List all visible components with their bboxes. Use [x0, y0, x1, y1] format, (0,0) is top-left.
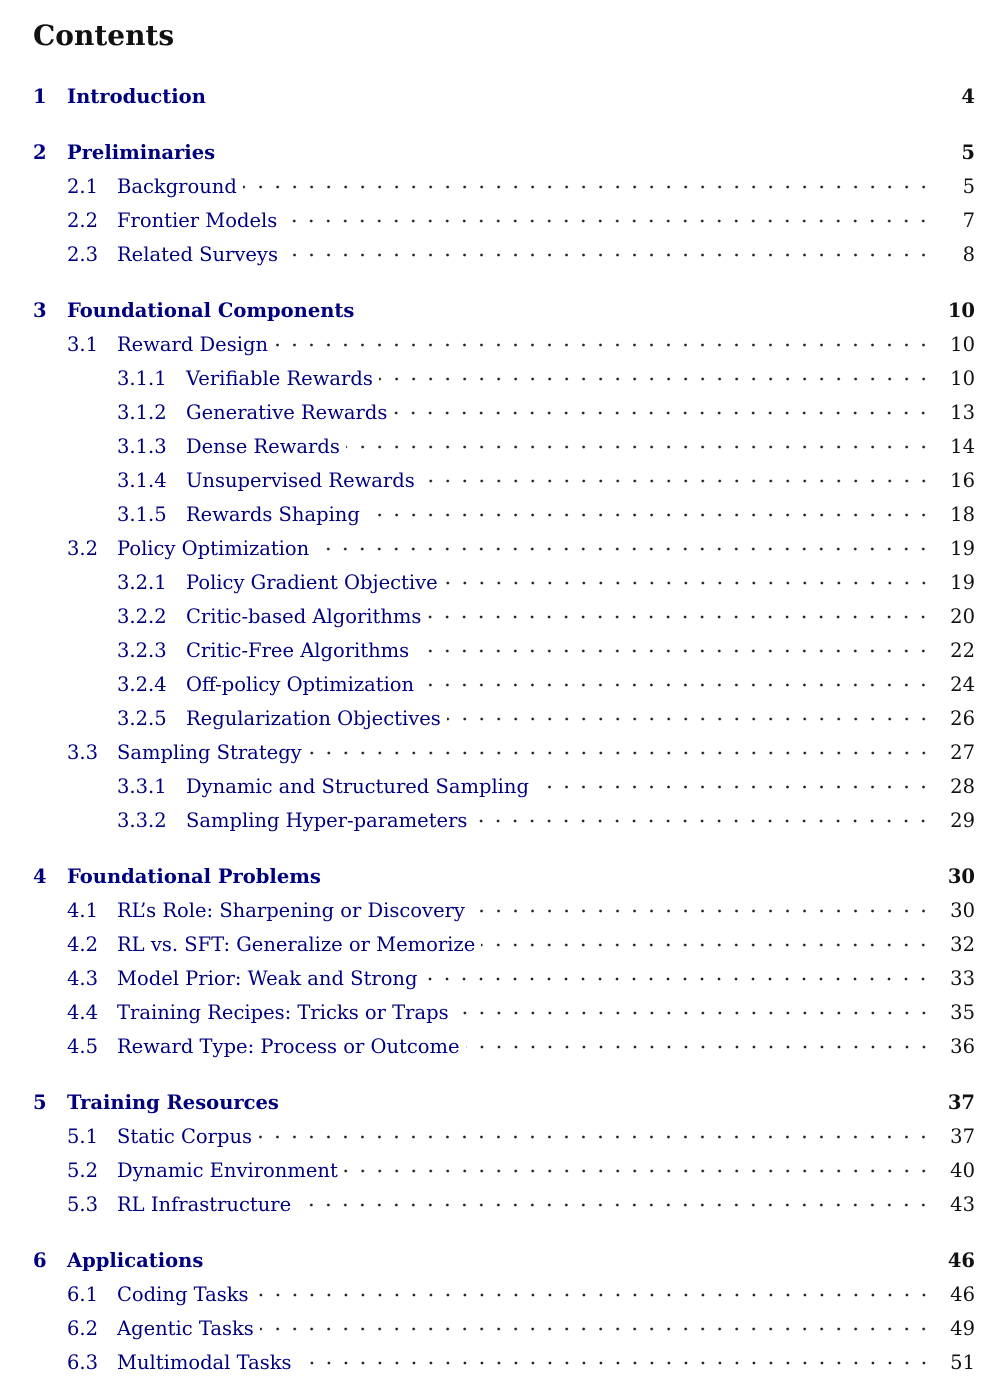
toc-entry-number[interactable]: 3.2.2 — [117, 605, 167, 628]
toc-entry-number[interactable]: 3.1.1 — [117, 367, 167, 390]
toc-section-entry[interactable] — [0, 930, 1000, 960]
toc-section-entry[interactable] — [0, 738, 1000, 768]
dot-leader — [393, 398, 935, 428]
toc-entry-title[interactable]: Rewards Shaping — [186, 503, 360, 526]
toc-entry-number[interactable]: 5.3 — [67, 1193, 99, 1216]
toc-entry-page-number[interactable]: 43 — [950, 1193, 975, 1216]
toc-entry-page-number[interactable]: 32 — [950, 933, 975, 956]
toc-entry-title[interactable]: Generative Rewards — [186, 401, 388, 424]
toc-entry-page-number[interactable]: 26 — [950, 707, 975, 730]
dot-leader — [379, 364, 935, 394]
toc-entry-number[interactable]: 3.1.3 — [117, 435, 167, 458]
toc-entry-number[interactable]: 3.1.4 — [117, 469, 167, 492]
toc-entry-page-number[interactable]: 4 — [961, 85, 975, 108]
toc-subsection-entry[interactable] — [0, 670, 1000, 700]
toc-entry-number[interactable]: 3.3 — [67, 741, 99, 764]
dot-leader — [455, 998, 935, 1028]
toc-entry-number[interactable]: 3.3.2 — [117, 809, 167, 832]
dot-leader — [473, 806, 935, 836]
toc-entry-title[interactable]: Sampling Hyper-parameters — [186, 809, 468, 832]
dot-leader — [444, 568, 935, 598]
dot-leader — [346, 432, 935, 462]
toc-subsection-entry[interactable] — [0, 772, 1000, 802]
toc-entry-number[interactable]: 6.3 — [67, 1351, 99, 1374]
dot-leader — [255, 1280, 935, 1310]
toc-entry-number[interactable]: 4.3 — [67, 967, 99, 990]
toc-entry-number[interactable]: 3.2.1 — [117, 571, 167, 594]
toc-entry-title[interactable]: Reward Type: Process or Outcome — [117, 1035, 460, 1058]
toc-entry-title[interactable]: Background — [117, 175, 237, 198]
toc-subsection-entry[interactable] — [0, 398, 1000, 428]
toc-entry-title[interactable]: Model Prior: Weak and Strong — [117, 967, 418, 990]
toc-entry-page-number[interactable]: 13 — [950, 401, 975, 424]
toc-entry-title[interactable]: Reward Design — [117, 333, 269, 356]
toc-entry-title[interactable]: Foundational Components — [67, 299, 355, 322]
dot-leader — [297, 1190, 935, 1220]
toc-entry-title[interactable]: Regularization Objectives — [186, 707, 441, 730]
toc-section-entry[interactable] — [0, 172, 1000, 202]
toc-entry-number[interactable]: 6 — [33, 1249, 47, 1272]
toc-entry-title[interactable]: Related Surveys — [117, 243, 278, 266]
toc-entry-page-number[interactable]: 35 — [950, 1001, 975, 1024]
toc-section-entry[interactable] — [0, 1280, 1000, 1310]
toc-subsection-entry[interactable] — [0, 806, 1000, 836]
toc-section-entry[interactable] — [0, 998, 1000, 1028]
toc-entry-number[interactable]: 6.2 — [67, 1317, 99, 1340]
toc-entry-number[interactable]: 3.2.3 — [117, 639, 167, 662]
dot-leader — [447, 704, 935, 734]
toc-section-entry[interactable] — [0, 964, 1000, 994]
toc-entry-number[interactable]: 5.1 — [67, 1125, 99, 1148]
toc-entry-title[interactable]: RL’s Role: Sharpening or Discovery — [117, 899, 465, 922]
toc-chapter-entry[interactable] — [0, 862, 1000, 892]
toc-entry-title[interactable]: Training Resources — [67, 1091, 279, 1114]
toc-entry-page-number[interactable]: 14 — [950, 435, 975, 458]
toc-entry-number[interactable]: 2 — [33, 141, 47, 164]
toc-entry-number[interactable]: 3.3.1 — [117, 775, 167, 798]
toc-entry-page-number[interactable]: 28 — [950, 775, 975, 798]
dot-leader — [283, 206, 935, 236]
toc-entry-page-number[interactable]: 30 — [947, 865, 975, 888]
toc-entry-number[interactable]: 5 — [33, 1091, 47, 1114]
toc-subsection-entry[interactable] — [0, 704, 1000, 734]
toc-section-entry[interactable] — [0, 534, 1000, 564]
dot-leader — [366, 500, 935, 530]
toc-chapter-entry[interactable] — [0, 296, 1000, 326]
toc-entry-title[interactable]: Critic-Free Algorithms — [186, 639, 410, 662]
toc-entry-number[interactable]: 4.1 — [67, 899, 99, 922]
toc-entry-title[interactable]: Preliminaries — [67, 141, 216, 164]
toc-entry-page-number[interactable]: 49 — [950, 1317, 975, 1340]
toc-section-entry[interactable] — [0, 1348, 1000, 1378]
dot-leader — [315, 534, 935, 564]
toc-entry-page-number[interactable]: 5 — [962, 175, 975, 198]
toc-section-entry[interactable] — [0, 206, 1000, 236]
dot-leader — [535, 772, 935, 802]
toc-section-entry[interactable] — [0, 1032, 1000, 1062]
toc-entry-title[interactable]: Verifiable Rewards — [186, 367, 373, 390]
dot-leader — [260, 1314, 935, 1344]
toc-entry-page-number[interactable]: 22 — [950, 639, 975, 662]
dot-leader — [274, 330, 935, 360]
dot-leader — [258, 1122, 935, 1152]
toc-entry-number[interactable]: 1 — [33, 85, 47, 108]
dot-leader — [344, 1156, 935, 1186]
toc-entry-page-number[interactable]: 51 — [950, 1351, 975, 1374]
toc-chapter-entry[interactable] — [0, 138, 1000, 168]
toc-entry-number[interactable]: 3.1.2 — [117, 401, 167, 424]
toc-entry-title[interactable]: Multimodal Tasks — [117, 1351, 292, 1374]
toc-entry-page-number[interactable]: 33 — [950, 967, 975, 990]
toc-entry-title[interactable]: Dynamic Environment — [117, 1159, 338, 1182]
toc-entry-title[interactable]: Introduction — [67, 85, 206, 108]
toc-entry-number[interactable]: 2.3 — [67, 243, 99, 266]
dot-leader — [481, 930, 935, 960]
toc-entry-title[interactable]: Dynamic and Structured Sampling — [186, 775, 529, 798]
toc-entry-page-number[interactable]: 16 — [950, 469, 975, 492]
toc-entry-title[interactable]: Policy Gradient Objective — [186, 571, 438, 594]
dot-leader — [308, 738, 935, 768]
dot-leader — [298, 1348, 935, 1378]
toc-entry-number[interactable]: 3.2 — [67, 537, 99, 560]
toc-entry-number[interactable]: 3.1 — [67, 333, 99, 356]
toc-entry-page-number[interactable]: 10 — [950, 367, 975, 390]
toc-chapter-entry[interactable] — [0, 1246, 1000, 1276]
toc-entry-page-number[interactable]: 18 — [950, 503, 975, 526]
dot-leader — [427, 602, 935, 632]
toc-entry-number[interactable]: 4.2 — [67, 933, 99, 956]
toc-entry-title[interactable]: Frontier Models — [117, 209, 278, 232]
toc-entry-page-number[interactable]: 10 — [947, 299, 975, 322]
toc-entry-number[interactable]: 3.2.4 — [117, 673, 167, 696]
toc-entry-title[interactable]: Unsupervised Rewards — [186, 469, 415, 492]
toc-entry-page-number[interactable]: 7 — [962, 209, 975, 232]
toc-section-entry[interactable] — [0, 1190, 1000, 1220]
dot-leader — [415, 636, 935, 666]
toc-entry-page-number[interactable]: 46 — [950, 1283, 975, 1306]
toc-entry-number[interactable]: 4 — [33, 865, 47, 888]
toc-entry-title[interactable]: RL vs. SFT: Generalize or Memorize — [117, 933, 476, 956]
toc-entry-page-number[interactable]: 37 — [950, 1125, 975, 1148]
toc-entry-page-number[interactable]: 20 — [950, 605, 975, 628]
page-title: Contents — [33, 19, 175, 52]
toc-entry-number[interactable]: 4.4 — [67, 1001, 99, 1024]
dot-leader — [466, 1032, 935, 1062]
toc-entry-page-number[interactable]: 27 — [950, 741, 975, 764]
toc-section-entry[interactable] — [0, 1156, 1000, 1186]
toc-subsection-entry[interactable] — [0, 568, 1000, 598]
toc-entry-page-number[interactable]: 40 — [950, 1159, 975, 1182]
toc-entry-title[interactable]: Applications — [67, 1249, 204, 1272]
toc-chapter-entry[interactable] — [0, 1088, 1000, 1118]
toc-entry-number[interactable]: 3.1.5 — [117, 503, 167, 526]
toc-entry-number[interactable]: 2.2 — [67, 209, 99, 232]
toc-entry-title[interactable]: Critic-based Algorithms — [186, 605, 422, 628]
toc-entry-title[interactable]: Policy Optimization — [117, 537, 310, 560]
toc-subsection-entry[interactable] — [0, 636, 1000, 666]
toc-entry-number[interactable]: 6.1 — [67, 1283, 99, 1306]
toc-entry-page-number[interactable]: 46 — [947, 1249, 975, 1272]
toc-entry-title[interactable]: Static Corpus — [117, 1125, 253, 1148]
toc-subsection-entry[interactable] — [0, 466, 1000, 496]
toc-entry-page-number[interactable]: 8 — [962, 243, 975, 266]
toc-section-entry[interactable] — [0, 896, 1000, 926]
toc-chapter-entry[interactable] — [0, 82, 1000, 112]
toc-entry-number[interactable]: 3 — [33, 299, 47, 322]
toc-entry-title[interactable]: Sampling Strategy — [117, 741, 302, 764]
toc-entry-title[interactable]: Foundational Problems — [67, 865, 321, 888]
dot-leader — [420, 670, 935, 700]
toc-subsection-entry[interactable] — [0, 364, 1000, 394]
toc-entry-number[interactable]: 4.5 — [67, 1035, 99, 1058]
toc-entry-page-number[interactable]: 19 — [950, 571, 975, 594]
dot-leader — [284, 240, 935, 270]
toc-entry-page-number[interactable]: 30 — [950, 899, 975, 922]
toc-subsection-entry[interactable] — [0, 500, 1000, 530]
toc-entry-page-number[interactable]: 36 — [950, 1035, 975, 1058]
toc-entry-title[interactable]: Coding Tasks — [117, 1283, 249, 1306]
toc-entry-number[interactable]: 2.1 — [67, 175, 99, 198]
dot-leader — [423, 964, 935, 994]
toc-entry-title[interactable]: Agentic Tasks — [117, 1317, 254, 1340]
toc-subsection-entry[interactable] — [0, 602, 1000, 632]
toc-entry-page-number[interactable]: 29 — [950, 809, 975, 832]
toc-entry-title[interactable]: Dense Rewards — [186, 435, 340, 458]
toc-section-entry[interactable] — [0, 1122, 1000, 1152]
dot-leader — [471, 896, 935, 926]
toc-entry-page-number[interactable]: 37 — [947, 1091, 975, 1114]
toc-entry-number[interactable]: 3.2.5 — [117, 707, 167, 730]
toc-entry-number[interactable]: 5.2 — [67, 1159, 99, 1182]
toc-subsection-entry[interactable] — [0, 432, 1000, 462]
toc-entry-title[interactable]: Off-policy Optimization — [186, 673, 415, 696]
toc-entry-page-number[interactable]: 10 — [950, 333, 975, 356]
toc-section-entry[interactable] — [0, 1314, 1000, 1344]
toc-section-entry[interactable] — [0, 240, 1000, 270]
toc-entry-title[interactable]: RL Infrastructure — [117, 1193, 292, 1216]
toc-entry-page-number[interactable]: 19 — [950, 537, 975, 560]
toc-entry-title[interactable]: Training Recipes: Tricks or Traps — [117, 1001, 449, 1024]
toc-entry-page-number[interactable]: 5 — [961, 141, 975, 164]
toc-entry-page-number[interactable]: 24 — [950, 673, 975, 696]
dot-leader — [421, 466, 935, 496]
dot-leader — [243, 172, 935, 202]
toc-section-entry[interactable] — [0, 330, 1000, 360]
